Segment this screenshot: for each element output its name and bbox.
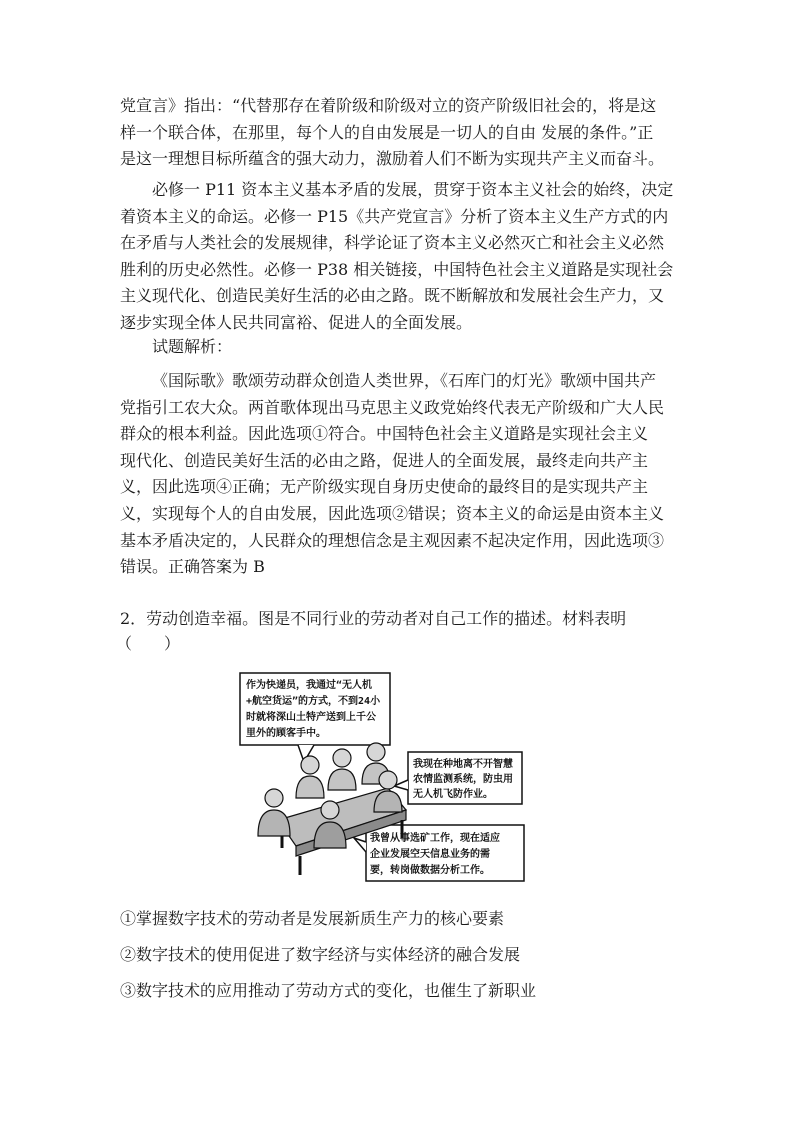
bubble-analyst-line: 我曾从事选矿工作，现在适应 (370, 833, 500, 844)
text-line: 着资本主义的命运。必修一 P15《共产党宣言》分析了资本主义生产方式的内 (120, 206, 669, 226)
bubble-farmer-line: 无人机飞防作业。 (413, 789, 493, 800)
text-line: 义，实现每个人的自由发展，因此选项②错误；资本主义的命运是由资本主义 (120, 503, 665, 523)
textbook-reference-paragraph (120, 177, 676, 337)
bubble-courier-line: 作为快递员，我通过“无人机 (246, 680, 373, 691)
text-line: 群众的根本利益。因此选项①符合。中国特色社会主义道路是实现社会主义 (120, 424, 649, 444)
bubble-farmer-line: 我现在种地离不开智慧 (413, 759, 513, 770)
text-line: 是这一理想目标所蕴含的强大动力，激励着人们不断为实现共产主义而奋斗。 (120, 149, 665, 169)
text-line: 样一个联合体，在那里，每个人的自由发展是一切人的自由 发展的条件。”正 (120, 122, 654, 142)
illustration-svg (238, 670, 528, 884)
text-line: 必修一 P11 资本主义基本矛盾的发展，贯穿于资本主义社会的始终，决定 (152, 180, 674, 199)
text-line: 义，因此选项④正确；无产阶级实现自身历史使命的最终目的是实现共产主 (120, 477, 649, 497)
analysis-paragraph (120, 368, 676, 581)
text-line: 《国际歌》歌颂劳动群众创造人类世界，《石库门的灯光》歌颂中国共产 (152, 371, 657, 390)
text-line: 现代化、创造民美好生活的必由之路，促进人的全面发展，最终走向共产主 (120, 450, 649, 470)
text-line: 党宣言》指出：“代替那存在着阶级和阶级对立的资产阶级旧社会的，将是这 (120, 96, 657, 115)
text-line: 逐步实现全体人民共同富裕、促进人的全面发展。 (120, 312, 473, 332)
bubble-analyst-line: 企业发展空天信息业务的需 (370, 849, 490, 860)
text-line: 错误。正确答案为 B (120, 557, 265, 577)
question-stem: 2．劳动创造幸福。图是不同行业的劳动者对自己工作的描述。材料表明 (120, 609, 627, 628)
bubble-courier-line: 里外的顾客手中。 (246, 728, 326, 739)
workers-illustration (238, 670, 528, 884)
text-line: 主义现代化、创造民美好生活的必由之路。既不断解放和发展社会生产力，又 (120, 286, 665, 306)
option-3: ③数字技术的应用推动了劳动方式的变化，也催生了新职业 (120, 981, 537, 1000)
text-line: 在矛盾与人类社会的发展规律，科学论证了资本主义必然灭亡和社会主义必然 (120, 233, 665, 253)
bubble-farmer-line: 农情监测系统，防虫用 (413, 774, 513, 785)
text-line: 党指引工农大众。两首歌体现出马克思主义政党始终代表无产阶级和广大人民 (120, 397, 665, 417)
analysis-label: 试题解析： (152, 337, 233, 356)
option-1: ①掌握数字技术的劳动者是发展新质生产力的核心要素 (120, 909, 505, 928)
bubble-analyst-line: 要，转岗做数据分析工作。 (370, 865, 490, 876)
answer-blank: （ ） (116, 634, 181, 653)
bubble-tail (354, 838, 366, 852)
option-2: ②数字技术的使用促进了数字经济与实体经济的融合发展 (120, 945, 521, 964)
bubble-courier-line: 时就将深山土特产送到上千公 (246, 712, 376, 723)
quote-continuation-paragraph (120, 93, 676, 173)
bubble-courier-line: +航空货运”的方式，不到24小 (246, 696, 381, 707)
text-line: 基本矛盾决定的，人民群众的理想信念是主观因素不起决定作用，因此选项③ (120, 530, 665, 550)
text-line: 胜利的历史必然性。必修一 P38 相关链接，中国特色社会主义道路是实现社会 (120, 259, 674, 279)
